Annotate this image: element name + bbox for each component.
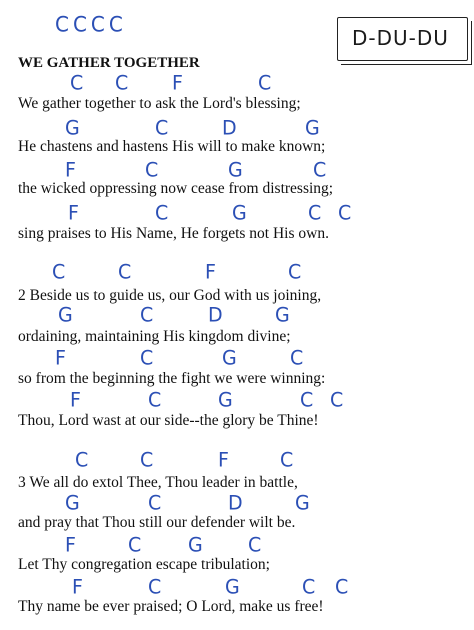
chord-label: D <box>228 491 243 515</box>
chord-label: G <box>228 158 243 182</box>
chord-label: C <box>302 575 316 599</box>
chord-label: D <box>208 303 223 327</box>
chord-label: G <box>232 201 247 225</box>
chord-label: C <box>155 201 169 225</box>
chord-label: C <box>70 71 84 95</box>
chord-label: F <box>72 575 83 599</box>
lyric-line: and pray that Thou still our defender wilt be. <box>18 514 296 531</box>
chord-label: G <box>225 575 240 599</box>
chord-label: C <box>248 533 262 557</box>
chord-label: C <box>140 303 154 327</box>
chord-label: C <box>335 575 349 599</box>
lyric-line: Let Thy congregation escape tribulation; <box>18 556 270 573</box>
chord-label: C <box>338 201 352 225</box>
strum-pattern-box <box>337 17 468 61</box>
chord-label: F <box>65 158 76 182</box>
chord-label: C <box>148 388 162 412</box>
chord-label: G <box>295 491 310 515</box>
chord-label: G <box>65 491 80 515</box>
chord-label: C <box>290 346 304 370</box>
chord-label: C <box>140 448 154 472</box>
lyric-line: Thy name be ever praised; O Lord, make us free! <box>18 598 324 615</box>
chord-label: C <box>148 491 162 515</box>
chord-label: C <box>148 575 162 599</box>
chord-label: C <box>128 533 142 557</box>
chord-label: C <box>330 388 344 412</box>
lyric-line: 3 We all do extol Thee, Thou leader in battle, <box>18 474 298 491</box>
chord-label: C <box>300 388 314 412</box>
chord-label: F <box>70 388 81 412</box>
lyric-line: He chastens and hastens His will to make known; <box>18 138 326 155</box>
song-title: WE GATHER TOGETHER <box>18 55 200 71</box>
chord-label: C <box>288 260 302 284</box>
lyric-line: We gather together to ask the Lord's blessing; <box>18 95 301 112</box>
chord-label: G <box>218 388 233 412</box>
chord-label: C <box>258 71 272 95</box>
chord-label: C <box>75 448 89 472</box>
chord-label: F <box>205 260 216 284</box>
strum-pattern: D-DU-DU <box>352 26 449 50</box>
lyric-line: the wicked oppressing now cease from distressing; <box>18 180 334 197</box>
chord-label: C <box>118 260 132 284</box>
chord-label: G <box>188 533 203 557</box>
chord-label: C <box>52 260 66 284</box>
chord-label: C <box>140 346 154 370</box>
chord-label: G <box>275 303 290 327</box>
chord-label: G <box>58 303 73 327</box>
lyric-line: 2 Beside us to guide us, our God with us joining, <box>18 287 322 304</box>
chord-label: C <box>280 448 294 472</box>
chord-label: C <box>313 158 327 182</box>
chord-label: C <box>308 201 322 225</box>
lyric-line: sing praises to His Name, He forgets not His own. <box>18 225 329 242</box>
chord-label: D <box>222 116 237 140</box>
chord-label: C <box>155 116 169 140</box>
chord-label: F <box>172 71 183 95</box>
chord-label: G <box>305 116 320 140</box>
lyric-line: so from the beginning the fight we were winning: <box>18 370 326 387</box>
chord-label: F <box>68 201 79 225</box>
chord-label: C <box>145 158 159 182</box>
chord-label: G <box>222 346 237 370</box>
lyric-line: ordaining, maintaining His kingdom divine; <box>18 328 291 345</box>
chord-label: F <box>55 346 66 370</box>
intro-chords: CCCC <box>55 11 127 37</box>
chord-label: F <box>65 533 76 557</box>
lyric-line: Thou, Lord wast at our side--the glory be Thine! <box>18 412 319 429</box>
chord-label: C <box>115 71 129 95</box>
chord-label: F <box>218 448 229 472</box>
chord-label: G <box>65 116 80 140</box>
